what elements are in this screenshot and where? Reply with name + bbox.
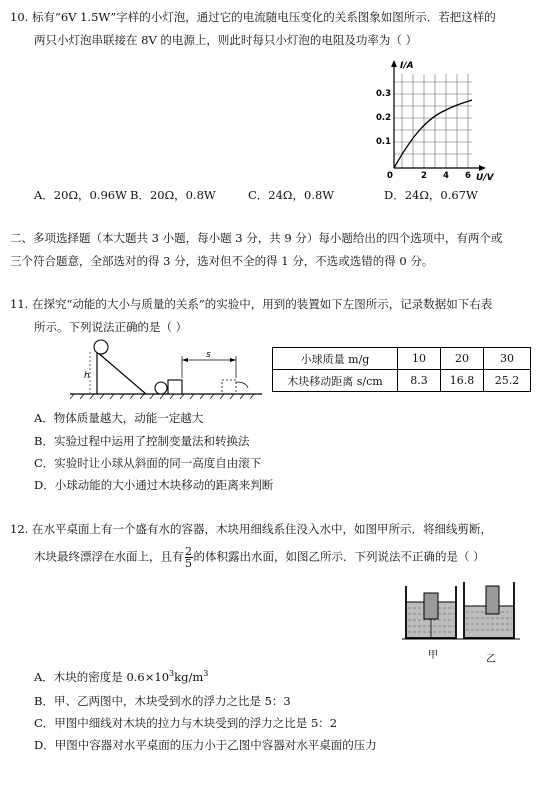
q12-stem-line1: 12. 在水平桌面上有一个盛有水的容器，木块用细线系住没入水中，如图甲所示．将细线剪断， — [10, 522, 492, 536]
table-cell: 30 — [484, 348, 531, 370]
table-cell: 20 — [441, 348, 484, 370]
container-yi — [464, 582, 514, 638]
wood-block — [168, 380, 182, 394]
table-cell: 木块移动距离 s/cm — [273, 370, 398, 392]
q12-stem-text: 的体积露出水面，如图乙所示．下列说法不正确的是（ ） — [193, 549, 485, 564]
y-tick: 0.1 — [376, 137, 392, 147]
table-cell: 16.8 — [441, 370, 484, 392]
graph-grid — [394, 74, 472, 168]
distance-label: s — [206, 350, 211, 360]
option-a-text: A．木块的密度是 0.6×10 — [34, 670, 170, 684]
ball-top — [94, 340, 108, 354]
q12-stem-text: 木块最终漂浮在水面上，且有 — [34, 549, 184, 564]
q10-stem-line2: 两只小灯泡串联接在 8V 的电源上，则此时每只小灯泡的电阻及功率为（ ） — [34, 33, 418, 47]
table-cell: 25.2 — [484, 370, 531, 392]
exponent: 3 — [169, 669, 175, 679]
container-jia — [406, 586, 456, 638]
fraction-numerator: 2 — [185, 545, 192, 558]
moved-block — [222, 380, 236, 394]
iu-curve — [394, 100, 472, 168]
figure-label-yi: 乙 — [486, 654, 496, 665]
section2-instructions-line1: 二、多项选择题（本大题共 3 小题，每小题 3 分，共 9 分）每小题给出的四个选项中，有两个或 — [10, 231, 503, 245]
q10-iu-graph — [372, 56, 522, 186]
x-tick: 6 — [465, 171, 471, 181]
x-axis-label: U/V — [476, 173, 494, 183]
table-cell: 小球质量 m/g — [273, 348, 398, 370]
q12-option-c[interactable]: C．甲图中细线对木块的拉力与木块受到的浮力之比是 5：2 — [34, 716, 338, 730]
q12-option-a[interactable] — [34, 669, 208, 685]
q12-option-d[interactable]: D．甲图中容器对水平桌面的压力小于乙图中容器对水平桌面的压力 — [34, 738, 377, 752]
exponent: 3 — [203, 669, 209, 679]
section2-instructions-line2: 三个符合题意，全部选对的得 3 分，选对但不全的得 1 分，不选或选错的得 0 分。 — [10, 254, 434, 268]
q12-container-figures — [402, 580, 522, 666]
q11-option-b[interactable]: B．实验过程中运用了控制变量法和转换法 — [34, 434, 250, 448]
x-tick: 4 — [443, 171, 449, 181]
q11-apparatus-figure — [70, 338, 265, 400]
q10-option-b[interactable]: B．20Ω，0.8W — [130, 188, 216, 202]
q10-option-c[interactable]: C．24Ω，0.8W — [248, 188, 335, 202]
q10-option-a[interactable]: A．20Ω，0.96W — [34, 188, 127, 202]
height-label: h — [84, 371, 90, 381]
fraction-denominator: 5 — [185, 557, 192, 570]
q11-option-a[interactable]: A．物体质量越大，动能一定越大 — [34, 411, 204, 425]
q12-stem-line2 — [34, 546, 485, 569]
figure-label-jia: 甲 — [428, 650, 438, 661]
ball-bottom — [155, 382, 167, 394]
table-row — [273, 348, 531, 370]
y-axis-label: I/A — [400, 61, 414, 71]
q11-stem-line1: 11. 在探究“动能的大小与质量的关系”的实验中，用到的装置如下左图所示，记录数据如下右表 — [10, 297, 493, 311]
table-cell: 8.3 — [398, 370, 441, 392]
x-tick: 2 — [421, 171, 427, 181]
q12-option-b[interactable]: B．甲、乙两图中，木块受到水的浮力之比是 5：3 — [34, 694, 291, 708]
q10-stem-line1: 10. 标有“6V 1.5W”字样的小灯泡，通过它的电流随电压变化的关系图象如图所示．若把这样的 — [10, 10, 496, 24]
q11-option-c[interactable]: C．实验时让小球从斜面的同一高度自由滚下 — [34, 456, 262, 470]
table-cell: 10 — [398, 348, 441, 370]
table-row — [273, 370, 531, 392]
y-tick: 0.3 — [376, 89, 392, 99]
origin-label: 0 — [387, 171, 393, 181]
y-tick: 0.2 — [376, 113, 392, 123]
q11-stem-line2: 所示。下列说法正确的是（ ） — [34, 320, 188, 334]
fraction — [185, 546, 193, 569]
unit-text: kg/m — [174, 670, 204, 684]
q11-option-d[interactable]: D．小球动能的大小通过木块移动的距离来判断 — [34, 478, 274, 492]
q10-option-d[interactable]: D．24Ω，0.67W — [384, 188, 478, 202]
q11-data-table — [272, 347, 531, 392]
